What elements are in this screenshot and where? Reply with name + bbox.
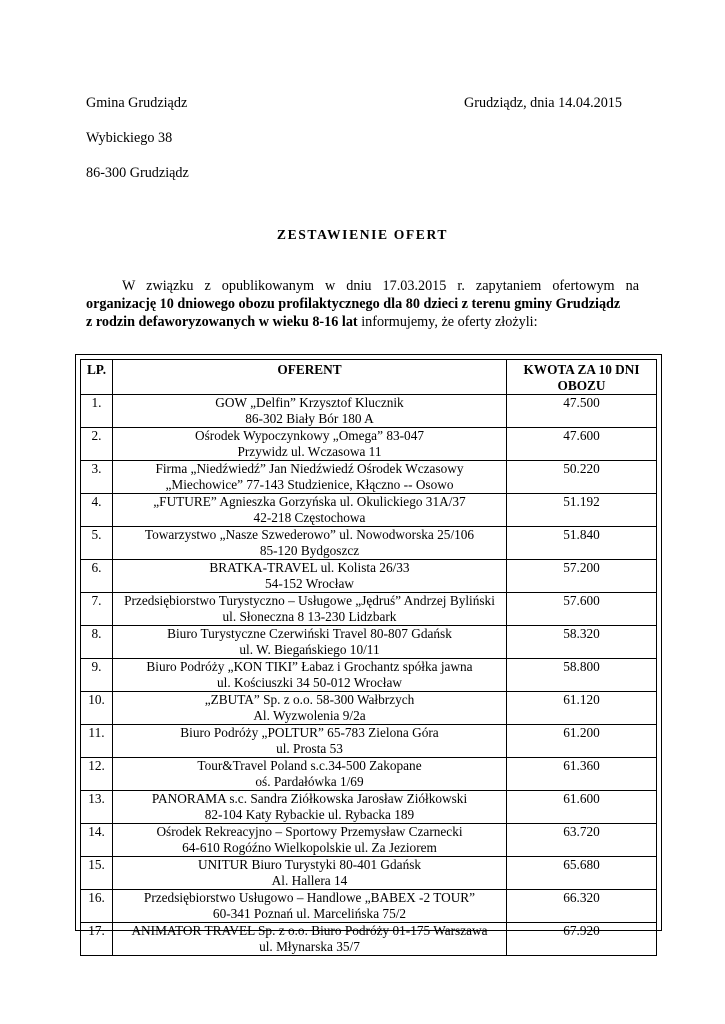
row-lp: 2. [81,428,113,461]
row-lp: 14. [81,824,113,857]
offerer-address-line: 64-610 Rogóźno Wielkopolskie ul. Za Jeziorem [182,840,437,855]
row-amount: 57.200 [507,560,657,593]
offerer-address-line: „Miechowice” 77-143 Studzienice, Kłączno -- Osowo [165,477,454,492]
offerer-name-line: GOW „Delfin” Krzysztof Klucznik [215,395,404,410]
offerer-name-line: UNITUR Biuro Turystyki 80-401 Gdańsk [197,857,422,872]
offerer-address-line: ul. Młynarska 35/7 [259,939,360,954]
header-amount: KWOTA ZA 10 DNI OBOZU [507,360,657,395]
row-amount: 58.800 [507,659,657,692]
offerer-name-line: Przedsiębiorstwo Turystyczno – Usługowe „Jędruś” Andrzej Byliński [124,593,495,608]
intro-line-2 [86,295,639,313]
intro-paragraph [86,277,639,331]
offerer-name-line: Ośrodek Wypoczynkowy „Omega” 83-047 [194,428,424,443]
table-row [81,593,657,626]
row-offerer [113,824,507,857]
offerer-name-line: PANORAMA s.c. Sandra Ziółkowska Jarosław Ziółkowski [151,791,468,806]
row-offerer [113,725,507,758]
offerer-name-line: Firma „Niedźwiedź” Jan Niedźwiedź Ośrodek Wczasowy [155,461,464,476]
offerer-address-line: Przywidz ul. Wczasowa 11 [237,444,382,459]
offers-table [80,359,657,956]
intro-bold-subject: organizację 10 dniowego obozu profilaktycznego dla 80 dzieci z terenu gminy Grudziądz [86,296,621,312]
row-offerer [113,494,507,527]
row-lp: 11. [81,725,113,758]
table-row [81,395,657,428]
row-lp: 5. [81,527,113,560]
offerer-name-line: „ZBUTA” Sp. z o.o. 58-300 Wałbrzych [204,692,415,707]
row-amount: 61.600 [507,791,657,824]
row-amount: 67.920 [507,923,657,956]
table-row [81,923,657,956]
row-lp: 13. [81,791,113,824]
row-lp: 4. [81,494,113,527]
row-offerer [113,659,507,692]
offerer-address-line: oś. Pardałówka 1/69 [255,774,364,789]
offerer-name-line: Biuro Turystyczne Czerwiński Travel 80-807 Gdańsk [167,626,452,641]
intro-line-3 [86,313,639,331]
offerer-address-line: 42-218 Częstochowa [253,510,366,525]
offerer-name-line: Ośrodek Rekreacyjno – Sportowy Przemysław Czarnecki [156,824,463,839]
row-offerer [113,923,507,956]
table-row [81,626,657,659]
offerer-address-line: 60-341 Poznań ul. Marcelińska 75/2 [212,906,407,921]
table-row [81,725,657,758]
row-lp: 7. [81,593,113,626]
row-offerer [113,890,507,923]
table-row [81,758,657,791]
row-lp: 12. [81,758,113,791]
row-amount: 61.360 [507,758,657,791]
table-header-row [81,360,657,395]
offerer-address-line: Al. Wyzwolenia 9/2a [253,708,366,723]
offerer-address-line: 82-104 Katy Rybackie ul. Rybacka 189 [204,807,415,822]
intro-line-1: W związku z opublikowanym w dniu 17.03.2015 r. zapytaniem ofertowym na [122,278,639,294]
offerer-name-line: Biuro Podróży „POLTUR” 65-783 Zielona Góra [180,725,439,740]
row-amount: 51.192 [507,494,657,527]
offerer-address-line: ul. Prosta 53 [276,741,343,756]
table-row [81,560,657,593]
row-lp: 1. [81,395,113,428]
row-offerer [113,857,507,890]
row-amount: 51.840 [507,527,657,560]
table-row [81,428,657,461]
table-row [81,494,657,527]
row-offerer [113,626,507,659]
table-row [81,527,657,560]
table-row [81,824,657,857]
table-row [81,791,657,824]
row-offerer [113,527,507,560]
row-offerer [113,791,507,824]
row-offerer [113,395,507,428]
row-lp: 16. [81,890,113,923]
row-offerer [113,461,507,494]
org-postal-city: 86-300 Grudziądz [86,165,189,181]
offerer-name-line: BRATKA-TRAVEL ul. Kolista 26/33 [209,560,410,575]
row-amount: 61.200 [507,725,657,758]
row-offerer [113,758,507,791]
row-offerer [113,593,507,626]
row-lp: 6. [81,560,113,593]
row-amount: 58.320 [507,626,657,659]
offerer-address-line: 86-302 Biały Bór 180 A [245,411,374,426]
org-name: Gmina Grudziądz [86,95,188,111]
offerer-address-line: 85-120 Bydgoszcz [259,543,360,558]
row-lp: 15. [81,857,113,890]
intro-bold-target: z rodzin defaworyzowanych w wieku 8-16 lat [86,314,358,330]
offerer-name-line: Tour&Travel Poland s.c.34-500 Zakopane [197,758,422,773]
row-lp: 8. [81,626,113,659]
offerer-address-line: ul. W. Biegańskiego 10/11 [239,642,380,657]
place-date: Grudziądz, dnia 14.04.2015 [464,95,622,111]
row-amount: 47.600 [507,428,657,461]
row-amount: 65.680 [507,857,657,890]
intro-tail: informujemy, że oferty złożyli: [357,314,538,330]
table-row [81,692,657,725]
row-lp: 10. [81,692,113,725]
org-street: Wybickiego 38 [86,130,173,146]
offerer-name-line: Biuro Podróży „KON TIKI” Łabaz i Grochantz spółka jawna [146,659,473,674]
row-amount: 63.720 [507,824,657,857]
offerer-address-line: ul. Kościuszki 34 50-012 Wrocław [217,675,402,690]
table-row [81,857,657,890]
table-row [81,659,657,692]
offerer-name-line: Przedsiębiorstwo Usługowo – Handlowe „BABEX -2 TOUR” [143,890,476,905]
row-amount: 61.120 [507,692,657,725]
offerer-name-line: Towarzystwo „Nasze Szwederowo” ul. Nowodworska 25/106 [144,527,475,542]
offerer-address-line: Al. Hallera 14 [271,873,348,888]
row-lp: 17. [81,923,113,956]
row-amount: 50.220 [507,461,657,494]
table-row [81,890,657,923]
offerer-name-line: „FUTURE” Agnieszka Gorzyńska ul. Okulickiego 31A/37 [153,494,466,509]
row-amount: 47.500 [507,395,657,428]
document-title: ZESTAWIENIE OFERT [276,227,449,242]
row-amount: 57.600 [507,593,657,626]
header-offerer: OFERENT [113,360,507,395]
row-offerer [113,428,507,461]
table-row [81,461,657,494]
row-offerer [113,560,507,593]
offerer-address-line: 54-152 Wrocław [265,576,354,591]
row-offerer [113,692,507,725]
row-lp: 9. [81,659,113,692]
header-lp: LP. [81,360,113,395]
row-amount: 66.320 [507,890,657,923]
row-lp: 3. [81,461,113,494]
offerer-name-line: ANIMATOR TRAVEL Sp. z o.o. Biuro Podróży 01-175 Warszawa [131,923,488,938]
offerer-address-line: ul. Słoneczna 8 13-230 Lidzbark [222,609,397,624]
offers-table-body [81,395,657,956]
